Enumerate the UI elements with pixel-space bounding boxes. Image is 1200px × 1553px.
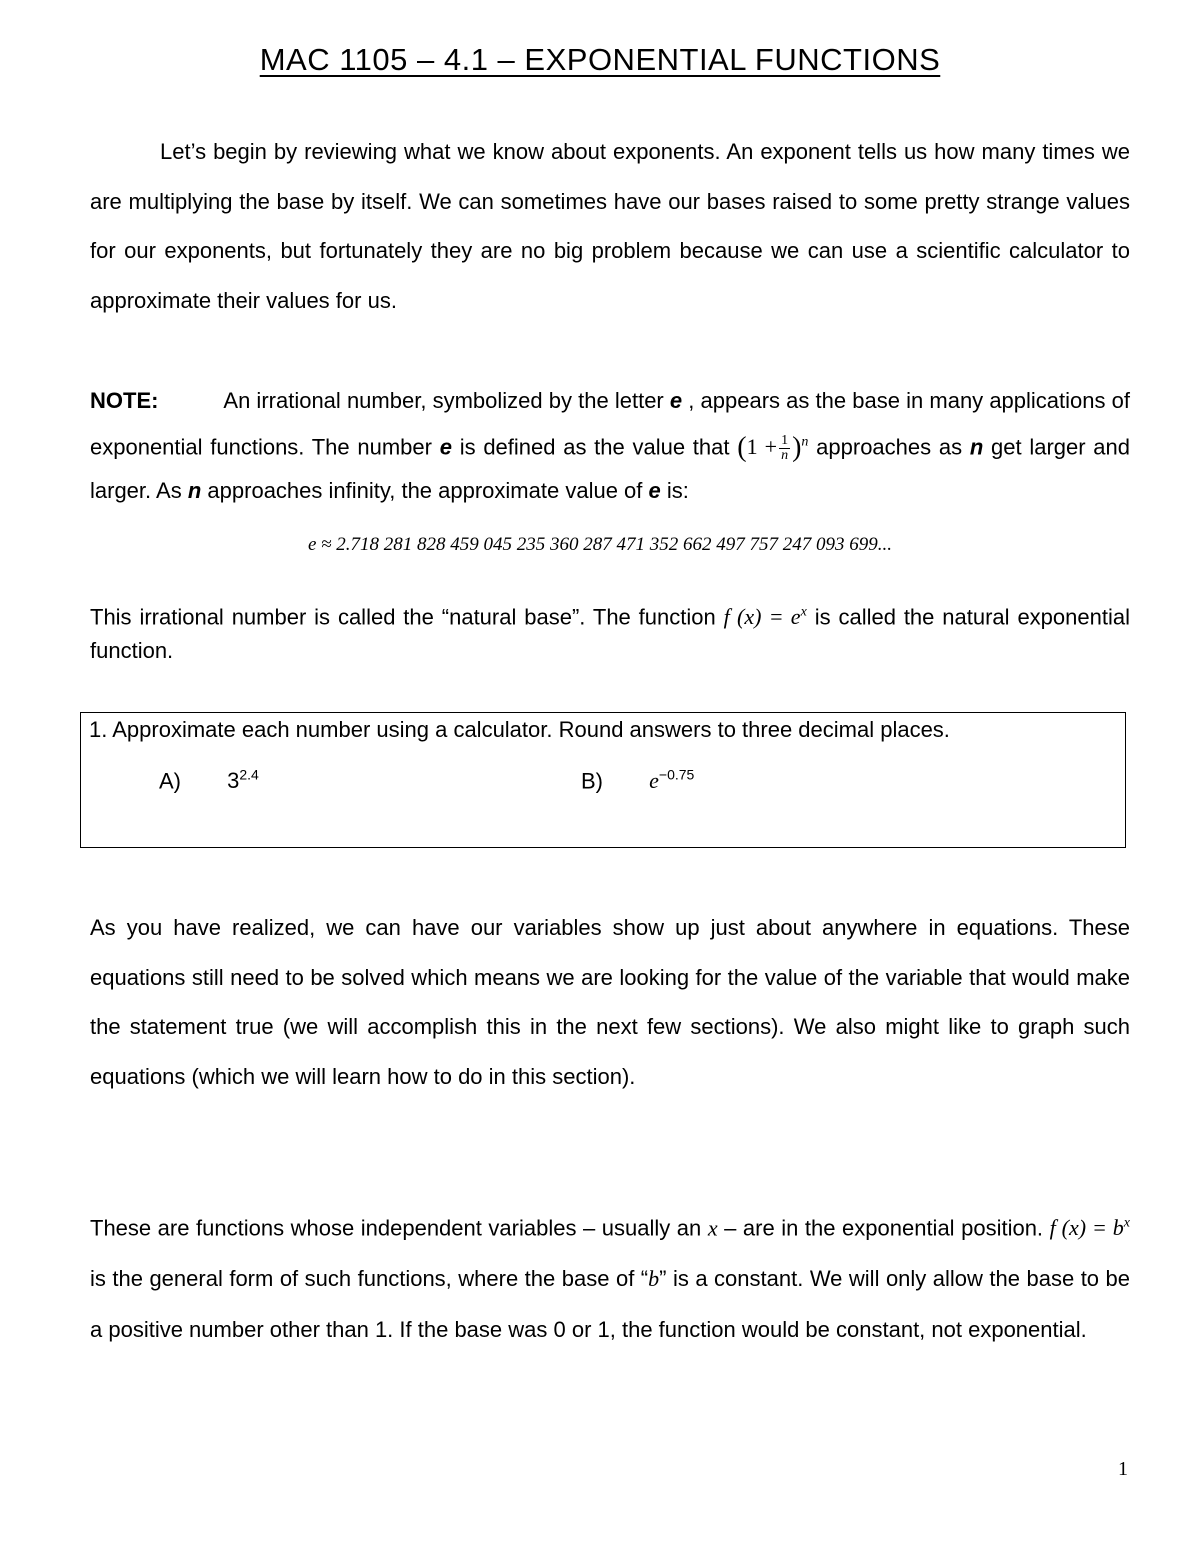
- fraction-denominator: n: [781, 448, 789, 464]
- function-expression: f (x) = e: [723, 604, 801, 630]
- formula-exponent: n: [801, 435, 809, 450]
- e-symbol: e: [669, 388, 683, 413]
- functions-text-1: These are functions whose independent variables – usually an: [90, 1215, 702, 1241]
- part-b-base: e: [649, 768, 659, 794]
- e-approximation: e ≈ 2.718 281 828 459 045 235 360 287 471 352 662 497 757 247 093 699...: [307, 534, 893, 555]
- part-b-label: B): [581, 768, 603, 794]
- x-symbol: x: [707, 1215, 718, 1241]
- fraction: [779, 434, 790, 463]
- note-text-1: An irrational number, symbolized by the letter: [223, 388, 664, 413]
- part-a-expression: [227, 768, 259, 793]
- general-form-formula: [1050, 1215, 1130, 1240]
- functions-paragraph: [90, 1198, 1130, 1355]
- formula-one: 1 +: [746, 434, 778, 460]
- intro-paragraph: Let’s begin by reviewing what we know about exponents. An exponent tells us how many times we are multiplying the base by itself. We can sometimes have our bases raised to some pretty strange values for our exponents, but fortunately they are no big problem because we can use a scientific calculator to approximate their values for us.: [90, 139, 1130, 313]
- natural-base-text-2: is called the natural exponential function.: [90, 604, 1130, 664]
- part-a-label: A): [159, 768, 181, 794]
- note-text-2: , appears as the base in many applications of exponential functions. The number: [90, 388, 1130, 460]
- part-a-exponent: 2.4: [239, 767, 259, 783]
- part-a-base: 3: [227, 768, 240, 794]
- functions-text-2: – are in the exponential position.: [724, 1215, 1044, 1241]
- note-text-4: approaches as: [816, 434, 963, 460]
- note-label: NOTE:: [90, 388, 159, 413]
- variables-paragraph: As you have realized, we can have our variables show up just about anywhere in equations. These equations still need to be solved which means we are looking for the value of the variable that would make the statement true (we will accomplish this in the next few sections). We also might like to graph such equations (which we will learn how to do in this section).: [90, 915, 1130, 1089]
- page-number: 1: [1118, 1458, 1128, 1480]
- limit-formula: (1 + $\frac{1}{n}$ )$^n$: [737, 432, 809, 464]
- exercise-box: [80, 712, 1126, 848]
- n-symbol: n: [969, 434, 984, 460]
- general-form-exponent: x: [1123, 1216, 1130, 1231]
- e-symbol: e: [648, 477, 661, 503]
- function-exponent: x: [800, 605, 807, 620]
- e-symbol: e: [439, 434, 452, 460]
- part-b-expression: [649, 768, 694, 793]
- exercise-part-b: [581, 767, 694, 794]
- natural-base-text-1: This irrational number is called the “natural base”. The function: [90, 604, 716, 630]
- page-title: MAC 1105 – 4.1 – EXPONENTIAL FUNCTIONS: [259, 42, 941, 77]
- functions-text-4: ” is a constant. We will only allow the base to be a positive number other than 1. If the base was 0 or 1, the function would be constant, not exponential.: [90, 1266, 1130, 1343]
- fraction-numerator: 1: [781, 433, 789, 449]
- note-text-6: approaches infinity, the approximate value of: [207, 477, 643, 503]
- note-text-3: is defined as the value that: [459, 434, 730, 460]
- b-symbol: b: [648, 1266, 660, 1292]
- note-text-7: is:: [666, 477, 689, 503]
- general-form-expression: f (x) = b: [1049, 1215, 1124, 1241]
- note-paragraph: [90, 380, 1130, 512]
- exercise-part-a: [159, 767, 259, 794]
- note-text-5: get larger and larger. As: [90, 434, 1130, 503]
- exercise-question: 1. Approximate each number using a calculator. Round answers to three decimal places.: [89, 717, 950, 742]
- functions-text-3: is the general form of such functions, where the base of “: [90, 1266, 649, 1292]
- natural-base-paragraph: [90, 596, 1130, 668]
- n-symbol: n: [187, 477, 202, 503]
- part-b-exponent: −0.75: [658, 767, 695, 783]
- natural-exp-function: [724, 604, 807, 629]
